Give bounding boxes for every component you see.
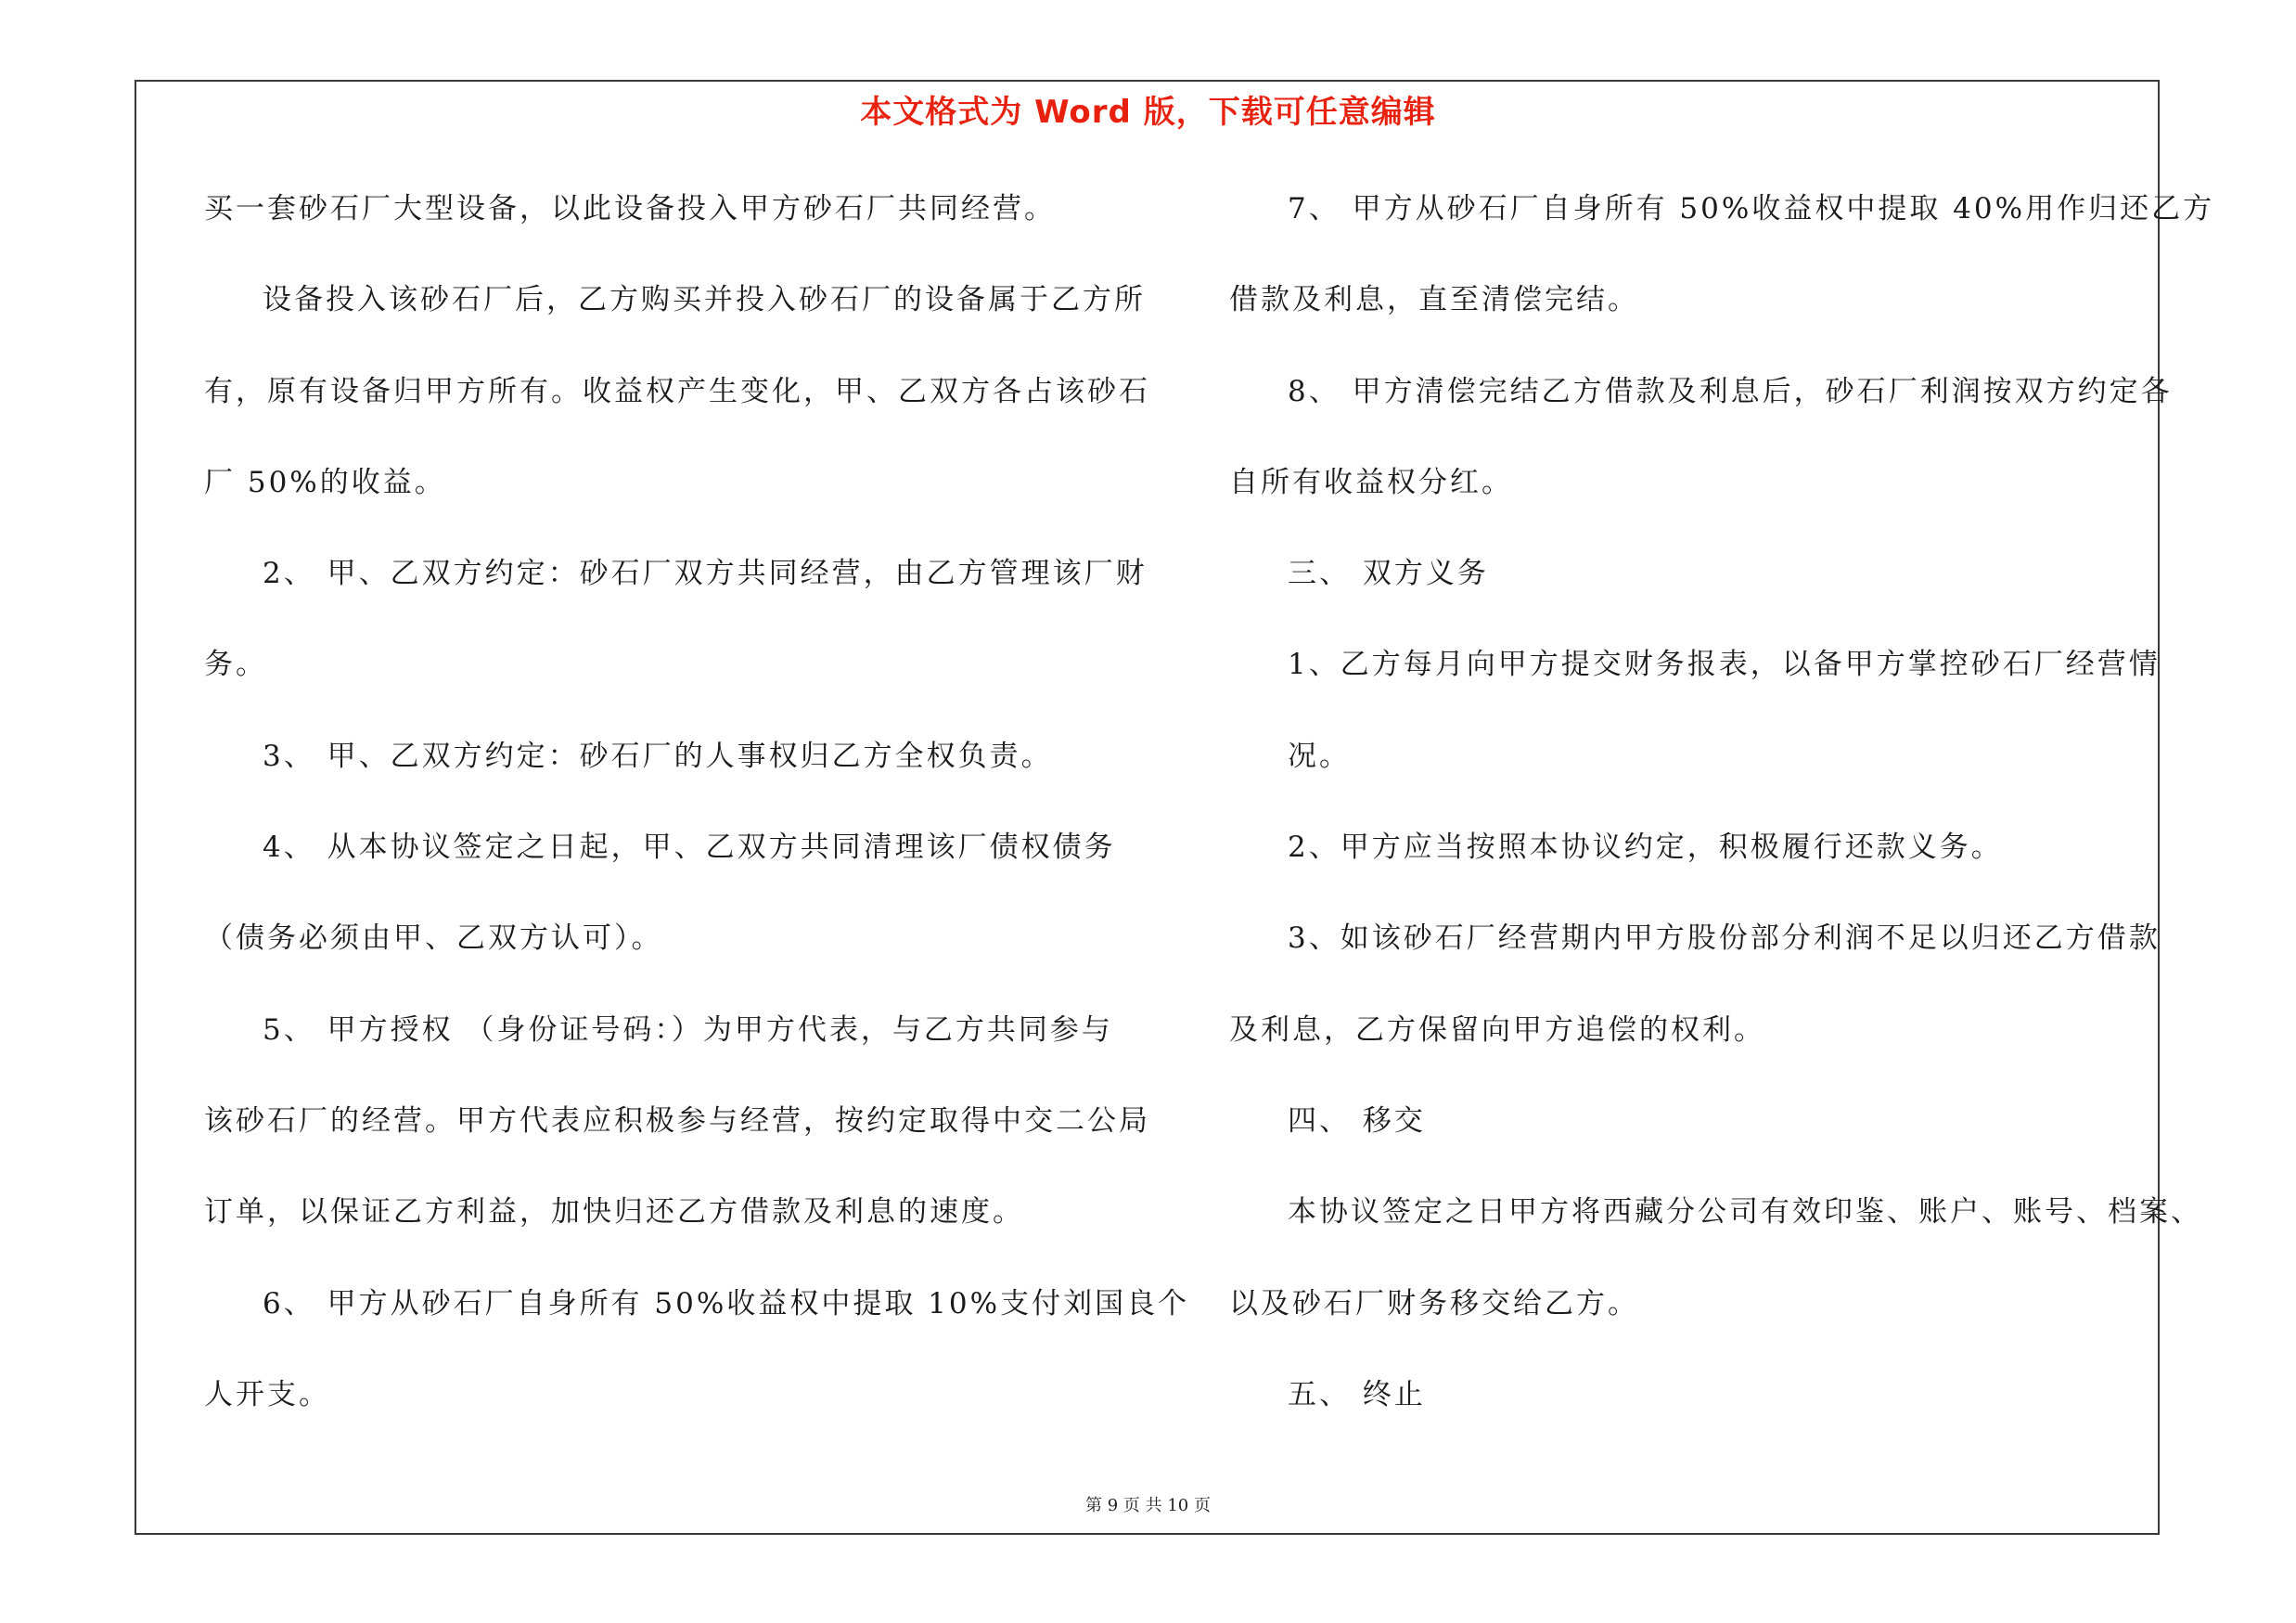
text-line: 况。	[1288, 739, 1351, 773]
text-line: 以及砂石厂财务移交给乙方。	[1229, 1286, 1639, 1320]
text-line: 2、 甲、乙双方约定：砂石厂双方共同经营，由乙方管理该厂财	[263, 557, 1148, 591]
text-line: 该砂石厂的经营。甲方代表应积极参与经营，按约定取得中交二公局	[204, 1103, 1150, 1138]
text-line: 买一套砂石厂大型设备，以此设备投入甲方砂石厂共同经营。	[204, 192, 1056, 225]
text-line: 设备投入该砂石厂后，乙方购买并投入砂石厂的设备属于乙方所	[263, 283, 1146, 317]
text-line: 1、乙方每月向甲方提交财务报表，以备甲方掌控砂石厂经营情	[1288, 648, 2161, 682]
text-line: 订单，以保证乙方利益，加快归还乙方借款及利息的速度。	[204, 1195, 1024, 1230]
text-line: 7、 甲方从砂石厂自身所有 50%收益权中提取 40%用作归还乙方	[1288, 192, 2215, 225]
text-line: 2、甲方应当按照本协议约定，积极履行还款义务。	[1288, 831, 2003, 865]
text-line: 人开支。	[204, 1377, 330, 1411]
page-number: 第 9 页 共 10 页	[1085, 1496, 1211, 1515]
text-line: （债务必须由甲、乙双方认可）。	[204, 921, 663, 956]
text-line: 自所有收益权分红。	[1229, 465, 1513, 499]
text-line: 8、 甲方清偿完结乙方借款及利息后，砂石厂利润按双方约定各	[1288, 374, 2173, 408]
section-heading: 五、 终止	[1288, 1377, 1426, 1411]
text-line: 3、 甲、乙双方约定：砂石厂的人事权归乙方全权负责。	[263, 739, 1053, 773]
section-heading: 三、 双方义务	[1288, 557, 1489, 591]
text-line: 厂 50%的收益。	[204, 465, 446, 499]
left-column	[204, 181, 1190, 1458]
right-column	[1229, 181, 2215, 1458]
text-line: 有，原有设备归甲方所有。收益权产生变化，甲、乙双方各占该砂石	[204, 374, 1150, 408]
text-line: 务。	[204, 648, 267, 682]
text-line: 4、 从本协议签定之日起，甲、乙双方共同清理该厂债权债务	[263, 831, 1116, 865]
text-line: 及利息，乙方保留向甲方追偿的权利。	[1229, 1012, 1765, 1047]
text-line: 本协议签定之日甲方将西藏分公司有效印鉴、账户、账号、档案、	[1288, 1195, 2202, 1230]
text-line: 3、如该砂石厂经营期内甲方股份部分利润不足以归还乙方借款	[1288, 921, 2161, 956]
text-line: 6、 甲方从砂石厂自身所有 50%收益权中提取 10%支付刘国良个	[263, 1286, 1190, 1320]
text-line: 5、 甲方授权 （身份证号码：）为甲方代表，与乙方共同参与	[263, 1012, 1113, 1047]
section-heading: 四、 移交	[1288, 1103, 1426, 1138]
text-line: 借款及利息，直至清偿完结。	[1229, 283, 1639, 317]
format-banner: 本文格式为 Word 版，下载可任意编辑	[860, 94, 1436, 131]
